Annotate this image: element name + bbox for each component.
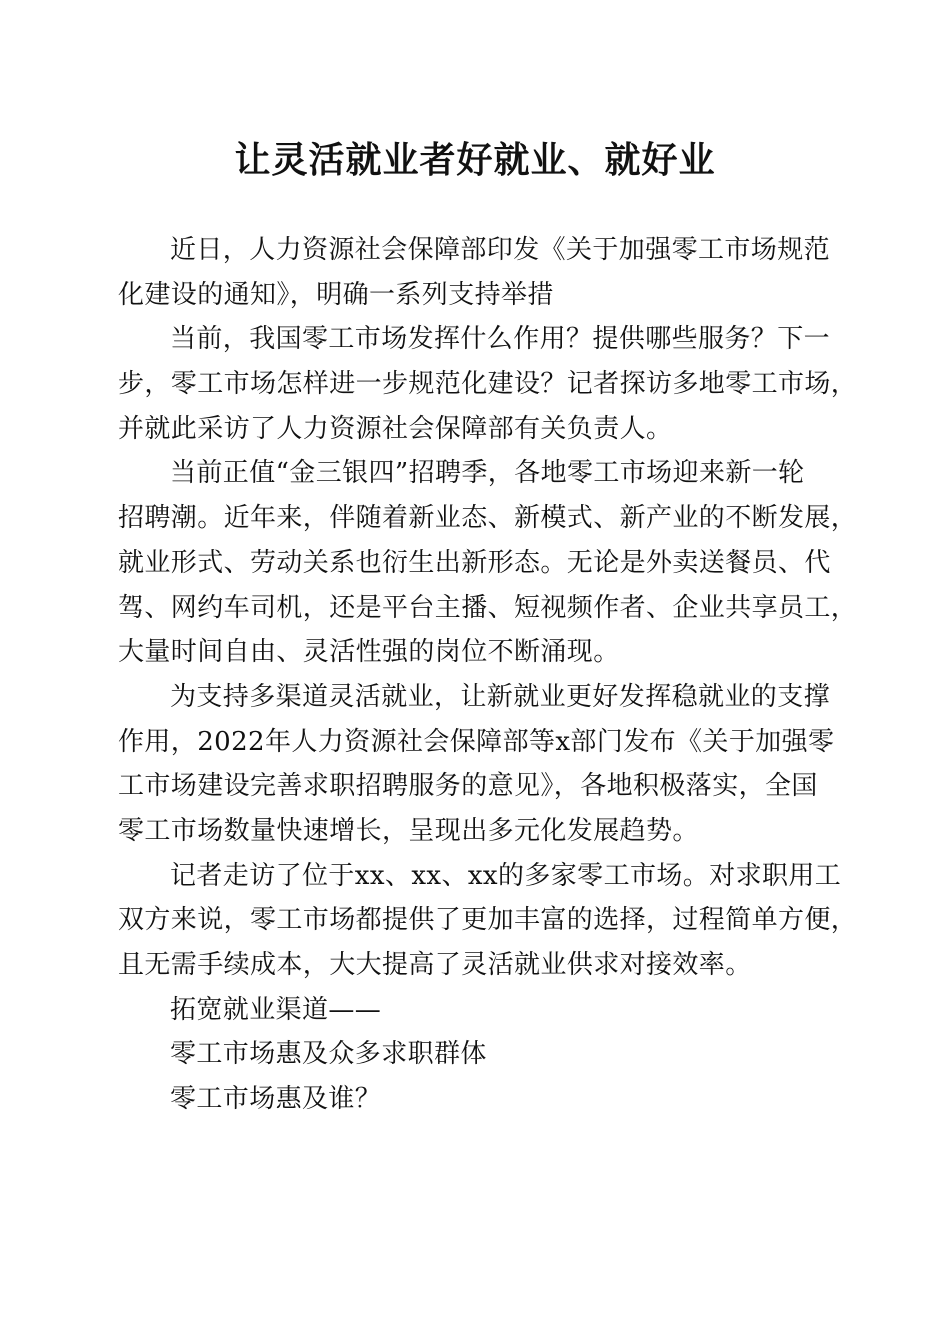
paragraph [118, 1077, 838, 1122]
paragraph [118, 1032, 838, 1077]
paragraph-line: 当前正值“金三银四”招聘季，各地零工市场迎来新一轮 [170, 458, 805, 489]
paragraph-line: 招聘潮。近年来，伴随着新业态、新模式、新产业的不断发展， [118, 503, 858, 534]
paragraph-line: 大量时间自由、灵活性强的岗位不断涌现。 [118, 637, 620, 668]
paragraph [118, 317, 858, 451]
paragraph-line: 双方来说，零工市场都提供了更加丰富的选择，过程简单方便， [118, 905, 858, 936]
paragraph-line: 作用，2022年人力资源社会保障部等x部门发布《关于加强零 [118, 726, 835, 757]
paragraph [118, 988, 838, 1033]
paragraph-line: 就业形式、劳动关系也衍生出新形态。无论是外卖送餐员、代 [118, 547, 831, 578]
paragraph [118, 675, 838, 854]
document-title: 让灵活就业者好就业、就好业 [234, 139, 716, 181]
paragraph-line: 零工市场数量快速增长，呈现出多元化发展趋势。 [118, 815, 699, 846]
paragraph-line: 为支持多渠道灵活就业，让新就业更好发挥稳就业的支撑 [170, 681, 831, 712]
paragraph-line: 步，零工市场怎样进一步规范化建设？记者探访多地零工市场， [118, 369, 858, 400]
paragraph-line: 驾、网约车司机，还是平台主播、短视频作者、企业共享员工， [118, 592, 858, 623]
paragraph [118, 451, 858, 674]
paragraph-line: 并就此采访了人力资源社会保障部有关负责人。 [118, 413, 673, 444]
paragraph-line: 零工市场惠及众多求职群体 [170, 1039, 487, 1070]
paragraph [118, 854, 858, 988]
paragraph-line: 近日，人力资源社会保障部印发《关于加强零工市场规范 [170, 235, 831, 265]
paragraph-line: 拓宽就业渠道—— [170, 994, 382, 1025]
paragraph-line: 化建设的通知》，明确一系列支持举措 [118, 279, 554, 310]
document-body [118, 228, 858, 1122]
paragraph [118, 228, 838, 317]
paragraph-line: 当前，我国零工市场发挥什么作用？提供哪些服务？下一 [170, 324, 831, 355]
paragraph-line: 工市场建设完善求职招聘服务的意见》，各地积极落实，全国 [118, 771, 818, 802]
paragraph-line: 零工市场惠及谁？ [170, 1084, 382, 1115]
paragraph-line: 记者走访了位于xx、xx、xx的多家零工市场。对求职用工 [170, 860, 842, 891]
paragraph-line: 且无需手续成本，大大提高了灵活就业供求对接效率。 [118, 950, 752, 980]
